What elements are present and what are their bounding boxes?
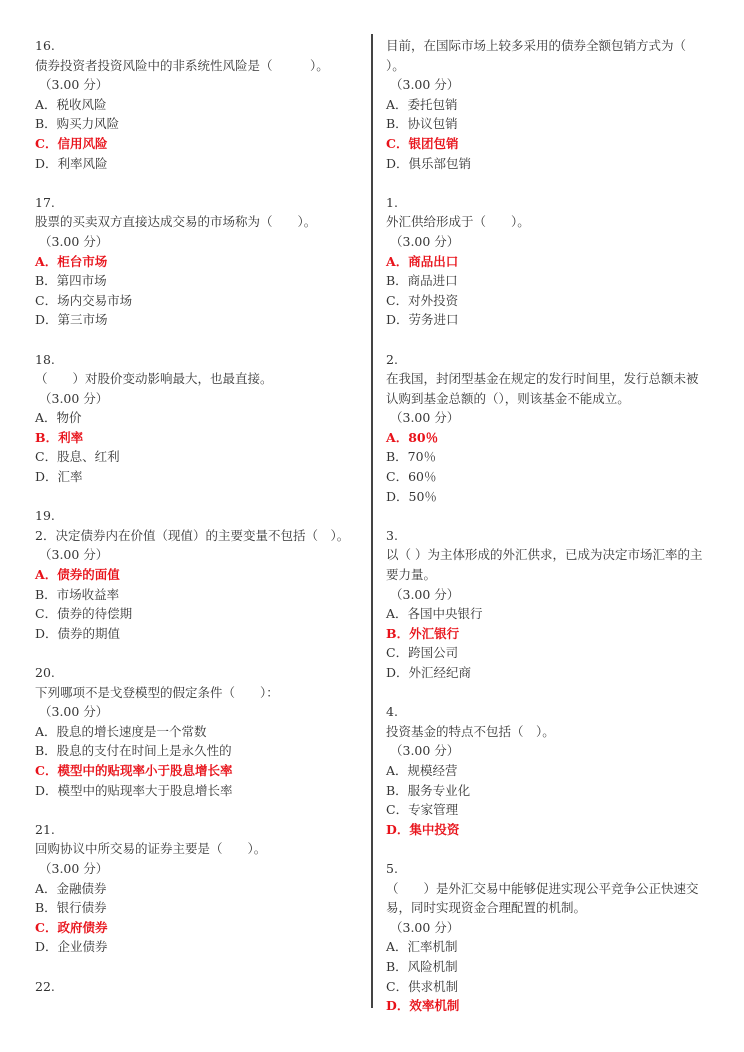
option-b: B．股息的支付在时间上是永久性的 — [35, 743, 232, 759]
question-number: 4. — [386, 704, 398, 720]
question-text: 2．决定债券内在价值（现值）的主要变量不包括（ ）。 — [35, 527, 350, 543]
question-score: （3.00 分） — [39, 233, 109, 249]
option-d: D．利率风险 — [35, 155, 108, 171]
question-text: （ ）是外汇交易中能够促进实现公平竞争公正快速交易，同时实现资金合理配置的机制。 — [386, 880, 699, 916]
question-number: 21. — [35, 821, 55, 837]
question-text-cont: ）。 — [386, 57, 405, 73]
question-block — [35, 350, 365, 487]
question-block — [35, 820, 365, 957]
question-score: （3.00 分） — [390, 410, 460, 426]
option-a: A．各国中央银行 — [386, 606, 483, 622]
question-text: 下列哪项不是戈登模型的假定条件（ ）： — [35, 684, 279, 700]
question-number: 3. — [386, 527, 398, 543]
option-d-correct: D．效率机制 — [386, 998, 460, 1014]
question-text: 投资基金的特点不包括（ ）。 — [386, 723, 555, 739]
option-a-correct: A．债券的面值 — [35, 567, 120, 583]
option-a: A．金融债券 — [35, 880, 107, 896]
question-score: （3.00 分） — [390, 743, 460, 759]
question-score: （3.00 分） — [39, 390, 109, 406]
option-a: A．汇率机制 — [386, 939, 458, 955]
option-b: B．银行债券 — [35, 900, 107, 916]
option-b: B．购买力风险 — [35, 116, 120, 132]
option-a: A．委托包销 — [386, 96, 458, 112]
option-d-correct: D．集中投资 — [386, 821, 460, 837]
question-block — [35, 193, 365, 330]
question-text: 以（ ）为主体形成的外汇供求，已成为决定市场汇率的主要力量。 — [386, 547, 703, 583]
option-c: C．供求机制 — [386, 978, 459, 994]
option-d: D．第三市场 — [35, 312, 108, 328]
question-block — [35, 663, 365, 800]
question-block — [386, 193, 716, 330]
option-d: D．模型中的贴现率大于股息增长率 — [35, 782, 233, 798]
option-c: C．股息、红利 — [35, 449, 120, 465]
option-b: B．协议包销 — [386, 116, 458, 132]
question-score: （3.00 分） — [39, 860, 109, 876]
option-c-correct: C．政府债券 — [35, 919, 108, 935]
option-c: C．场内交易市场 — [35, 292, 133, 308]
option-c: C．60％ — [386, 469, 437, 485]
option-c-correct: C．模型中的贴现率小于股息增长率 — [35, 762, 233, 778]
option-b: B．商品进口 — [386, 273, 458, 289]
option-a: A．税收风险 — [35, 96, 107, 112]
option-d: D．50％ — [386, 488, 437, 504]
option-a-correct: A．柜台市场 — [35, 253, 108, 269]
question-number: 17. — [35, 194, 55, 210]
question-number: 2. — [386, 351, 398, 367]
option-c: C．跨国公司 — [386, 645, 459, 661]
option-d: D．债券的期值 — [35, 625, 121, 641]
question-text: 外汇供给形成于（ ）。 — [386, 214, 530, 230]
question-text: 目前，在国际市场上较多采用的债券全额包销方式为（ — [386, 38, 687, 53]
option-d: D．外汇经纪商 — [386, 665, 472, 680]
question-score: （3.00 分） — [39, 77, 109, 93]
option-b-correct: B．利率 — [35, 429, 84, 445]
question-block — [386, 350, 716, 507]
option-a-correct: A．商品出口 — [386, 253, 459, 269]
question-number: 20. — [35, 665, 55, 680]
option-a: A．规模经营 — [386, 762, 458, 778]
option-c-correct: C．银团包销 — [386, 135, 459, 151]
question-continued — [386, 36, 716, 173]
option-b: B．服务专业化 — [386, 782, 471, 798]
option-b: B．风险机制 — [386, 958, 458, 974]
question-score: （3.00 分） — [390, 919, 460, 935]
option-b: B．第四市场 — [35, 273, 107, 289]
column-divider — [371, 34, 373, 1008]
question-block — [386, 702, 716, 839]
question-text: 回购协议中所交易的证券主要是（ ）。 — [35, 841, 267, 857]
option-c: C．对外投资 — [386, 292, 459, 308]
option-b: B．70％ — [386, 449, 437, 465]
question-score: （3.00 分） — [39, 704, 109, 720]
question-block — [35, 36, 365, 173]
question-number: 16. — [35, 38, 55, 53]
question-number: 22. — [35, 978, 55, 994]
question-text: 在我国，封闭型基金在规定的发行时间里，发行总额未被认购到基金总额的（），则该基金不能成立。 — [386, 371, 699, 406]
option-b-correct: B．外汇银行 — [386, 625, 460, 641]
question-score: （3.00 分） — [390, 233, 460, 249]
option-a: A．物价 — [35, 410, 82, 426]
question-number: 5. — [386, 860, 398, 876]
question-score: （3.00 分） — [390, 586, 460, 602]
question-text: 股票的买卖双方直接达成交易的市场称为（ ）。 — [35, 214, 317, 230]
right-column — [386, 36, 716, 1035]
question-block — [386, 526, 716, 683]
question-number: 18. — [35, 351, 55, 367]
question-text: （ ）对股价变动影响最大，也最直接。 — [35, 371, 273, 387]
question-block — [35, 506, 365, 643]
question-score: （3.00 分） — [390, 77, 460, 93]
question-number: 19. — [35, 508, 55, 524]
question-block — [386, 859, 716, 1016]
option-c: C．债券的待偿期 — [35, 606, 133, 622]
left-column — [35, 36, 365, 996]
option-a-correct: A．80％ — [386, 429, 439, 445]
option-a: A．股息的增长速度是一个常数 — [35, 723, 207, 739]
option-c: C．专家管理 — [386, 802, 459, 818]
option-b: B．市场收益率 — [35, 586, 120, 602]
option-d: D．劳务进口 — [386, 312, 459, 328]
question-text: 债券投资者投资风险中的非系统性风险是（ ）。 — [35, 57, 329, 73]
option-d: D．企业债券 — [35, 939, 108, 955]
option-d: D．汇率 — [35, 469, 83, 485]
option-d: D．俱乐部包销 — [386, 155, 472, 171]
question-score: （3.00 分） — [39, 547, 109, 563]
option-c-correct: C．信用风险 — [35, 135, 108, 151]
question-number: 1. — [386, 194, 398, 210]
